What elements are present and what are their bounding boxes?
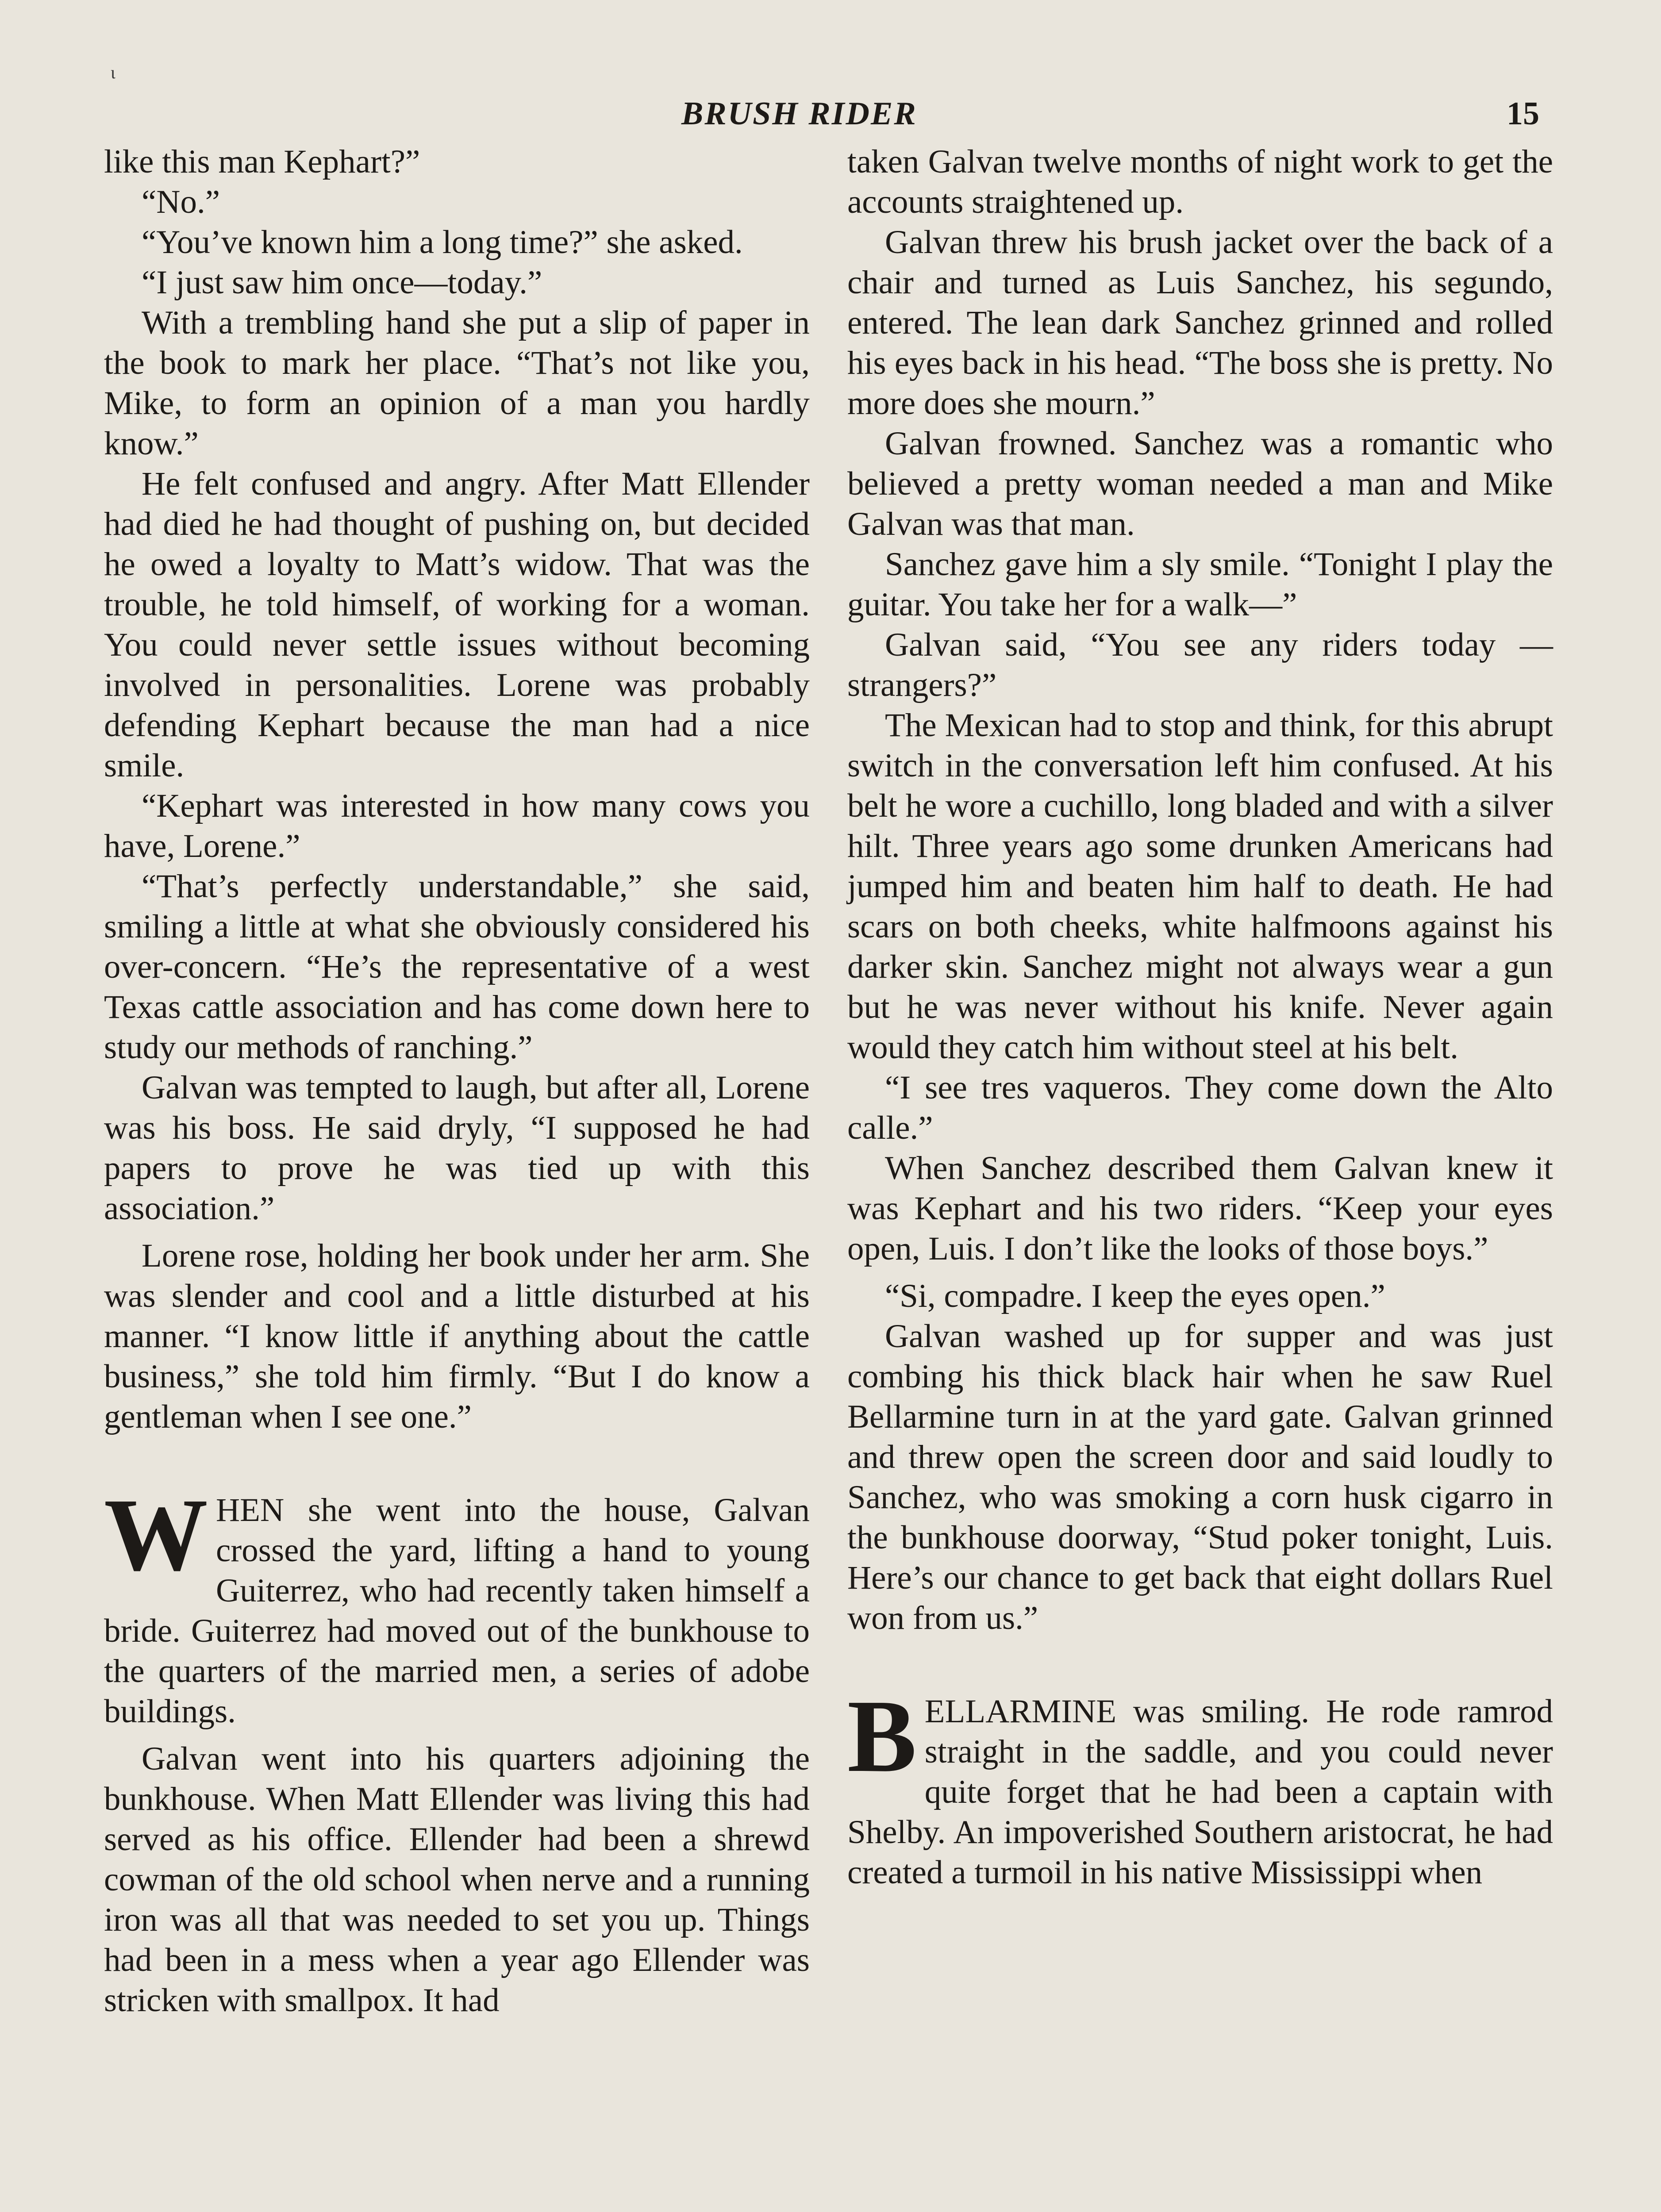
paragraph: The Mexican had to stop and think, for this abrupt switch in the conversation left him confused. At his belt he wore a cuchillo, long bladed and with a silver hilt. Three years ago some drunken Americans had jumped him and beaten him half to death. He had scars on both cheeks, white halfmoons against his darker skin. Sanchez might not always wear a gun but he was never without his knife. Never again would they catch him without steel at his belt. [847, 707, 1553, 1066]
section-paragraph [104, 1477, 810, 1732]
paragraph: When Sanchez described them Galvan knew it was Kephart and his two riders. “Keep your eyes open, Luis. I don’t like the looks of those boys.” [847, 1150, 1553, 1267]
running-header: BRUSH RIDER [681, 96, 917, 132]
right-column [847, 142, 1553, 1893]
paragraph: “No.” [142, 184, 220, 220]
paragraph: “You’ve known him a long time?” she asked. [142, 224, 743, 261]
drop-cap: B [847, 1678, 917, 1793]
paragraph: “That’s perfectly understandable,” she said, smiling a little at what she obviously considered his over-concern. “He’s the representative of a west Texas cattle association and has come down here to study our methods of ranching.” [104, 868, 810, 1066]
paragraph-text: was smiling. He rode ramrod straight in the saddle, and you could never quite forget that he had been a captain with Shelby. An impoverished Southern aristocrat, he had created a turmoil in his native Mississippi when [847, 1693, 1553, 1891]
paragraph: With a trembling hand she put a slip of paper in the book to mark her place. “That’s not like you, Mike, to form an opinion of a man you hardly know.” [104, 304, 810, 462]
paragraph: Galvan was tempted to laugh, but after all, Lorene was his boss. He said dryly, “I supposed he had papers to prove he was tied up with this association.” [104, 1069, 810, 1227]
page-number: 15 [1507, 96, 1539, 132]
left-column [104, 142, 810, 2020]
paragraph: Galvan said, “You see any riders today —strangers?” [847, 626, 1553, 703]
paragraph-text: she went into the house, Galvan crossed the yard, lifting a hand to young Guiterrez, who had recently taken himself a bride. Guiterrez had moved out of the bunkhouse to the quarters of the married men, a series of adobe buildings. [104, 1492, 810, 1730]
paragraph: like this man Kephart?” [104, 143, 420, 180]
paragraph: Lorene rose, holding her book under her arm. She was slender and cool and a little disturbed at his manner. “I know little if anything about the cattle business,” she told him firmly. “But I do know a gentleman when I see one.” [104, 1237, 810, 1435]
paragraph: “I just saw him once—today.” [142, 264, 542, 301]
paragraph: Sanchez gave him a sly smile. “Tonight I play the guitar. You take her for a walk—” [847, 546, 1553, 623]
small-caps-lead: ELLARMINE [924, 1693, 1117, 1730]
paragraph: “Si, compadre. I keep the eyes open.” [885, 1278, 1385, 1314]
paragraph: Galvan washed up for supper and was just combing his thick black hair when he saw Ruel Bellarmine turn in at the yard gate. Galvan grinned and threw open the screen door and said loudly to Sanchez, who was smoking a corn husk cigarro in the bunkhouse doorway, “Stud poker tonight, Luis. Here’s our chance to get back that eight dollars Ruel won from us.” [847, 1318, 1553, 1636]
section-paragraph [847, 1678, 1553, 1893]
paragraph: He felt confused and angry. After Matt Ellender had died he had thought of pushing on, but decided he owed a loyalty to Matt’s widow. That was the trouble, he told himself, of working for a woman. You could never settle issues without becoming involved in personalities. Lorene was probably defending Kephart because the man had a nice smile. [104, 465, 810, 784]
paragraph: taken Galvan twelve months of night work to get the accounts straightened up. [847, 143, 1553, 220]
paragraph: Galvan threw his brush jacket over the back of a chair and turned as Luis Sanchez, his segundo, entered. The lean dark Sanchez grinned and rolled his eyes back in his head. “The boss she is pretty. No more does she mourn.” [847, 224, 1553, 422]
paragraph: Galvan frowned. Sanchez was a romantic who believed a pretty woman needed a man and Mike Galvan was that man. [847, 425, 1553, 542]
drop-cap: W [104, 1477, 208, 1592]
small-caps-lead: HEN [216, 1492, 285, 1528]
paragraph: “I see tres vaqueros. They come down the Alto calle.” [847, 1069, 1553, 1146]
paragraph: Galvan went into his quarters adjoining the bunkhouse. When Matt Ellender was living this had served as his office. Ellender had been a shrewd cowman of the old school when nerve and a running iron was all that was needed to set you up. Things had been in a mess when a year ago Ellender was stricken with smallpox. It had [104, 1740, 810, 2019]
corner-mark: ι [111, 62, 115, 82]
paragraph: “Kephart was interested in how many cows you have, Lorene.” [104, 787, 810, 864]
